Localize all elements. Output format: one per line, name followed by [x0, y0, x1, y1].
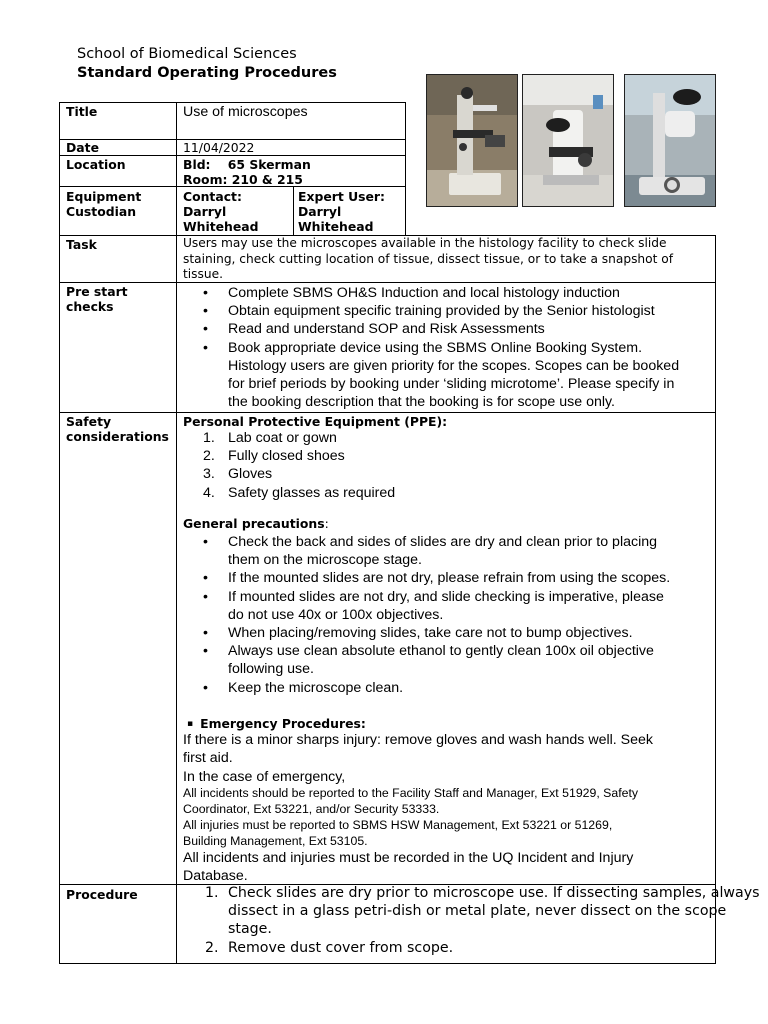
list-item: 2. Fully closed shoes [203, 448, 345, 465]
emergency-heading: ▪ Emergency Procedures: [187, 716, 366, 731]
list-item: • Obtain equipment specific training provided by the Senior histologist [203, 303, 655, 320]
pre-start-label-2: checks [66, 299, 114, 314]
bullet-icon: • [203, 285, 208, 301]
bullet-icon: • [203, 534, 208, 550]
task-description [183, 236, 673, 283]
microscope-photo-1 [426, 74, 518, 207]
bullet-icon: • [203, 321, 208, 338]
task-line: Users may use the microscopes available in the histology facility to check slide [183, 236, 667, 250]
list-item: • Always use clean absolute ethanol to gently clean 100x oil objective following use. [203, 643, 654, 678]
pre-start-list [183, 284, 679, 411]
safety-label-1: Safety [66, 414, 112, 429]
title-value: Use of microscopes [183, 104, 308, 120]
list-item: 2. Remove dust cover from scope. [205, 939, 454, 956]
date-label: Date [66, 140, 99, 155]
contact-name-first: Darryl [183, 204, 227, 219]
equipment-custodian-label-2: Custodian [66, 204, 137, 219]
bullet-icon: • [203, 339, 208, 356]
emergency-instructions: If there is a minor sharps injury: remove gloves and wash hands well. Seek first aid. In the case of emergency, [183, 732, 653, 785]
title-label: Title [66, 104, 98, 119]
ppe-heading: Personal Protective Equipment (PPE): [183, 414, 448, 429]
contact-label: Contact: [183, 189, 242, 204]
list-item: 1. Check slides are dry prior to microscope use. If dissecting samples, always dissect in a glass petri-dish or metal plate, never dissect on the scope stage. [205, 885, 760, 938]
general-precautions-heading: General precautions: [183, 516, 329, 531]
location-room: Room: 210 & 215 [183, 172, 303, 187]
expert-user-label: Expert User: [298, 189, 385, 204]
expert-user-name-last: Whitehead [298, 219, 374, 234]
list-item: • Keep the microscope clean. [203, 679, 404, 696]
task-line: staining, check cutting location of tissue, dissect tissue, or to take a snapshot of [183, 251, 673, 266]
list-item: • Read and understand SOP and Risk Assessments [203, 321, 545, 338]
list-item: 4. Safety glasses as required [203, 484, 396, 501]
procedure-label: Procedure [66, 887, 138, 902]
square-bullet-icon: ▪ [187, 719, 194, 729]
list-item: • Check the back and sides of slides are dry and clean prior to placing them on the microscope stage. [203, 534, 658, 569]
bullet-icon: • [203, 303, 208, 320]
bullet-icon: • [203, 570, 208, 587]
ppe-list [183, 429, 395, 502]
list-item: • If the mounted slides are not dry, please refrain from using the scopes. [203, 570, 671, 587]
list-item: 1. Lab coat or gown [203, 430, 337, 446]
contact-name-last: Whitehead [183, 219, 259, 234]
pre-start-label-1: Pre start [66, 284, 128, 299]
list-item: • Book appropriate device using the SBMS Online Booking System. Histology users are given priority for the scopes. Scopes can be booked for brief periods by booking under ‘sliding microtome’. Please specify in the booking description that the booking is for scope use only. [203, 339, 680, 411]
bullet-icon: • [203, 625, 208, 642]
location-label: Location [66, 157, 126, 172]
school-name: School of Biomedical Sciences [77, 46, 297, 62]
bullet-icon: • [203, 643, 208, 660]
emergency-record-note: All incidents and injuries must be recorded in the UQ Incident and Injury Database. [183, 850, 634, 884]
list-item: • When placing/removing slides, take care not to bump objectives. [203, 625, 633, 642]
bullet-icon: • [203, 679, 208, 696]
list-item: 3. Gloves [203, 466, 273, 483]
precautions-list [183, 533, 670, 697]
procedure-list [183, 884, 768, 957]
stereo-microscope-photo [624, 74, 716, 207]
task-line: tissue. [183, 267, 223, 282]
emergency-reporting: All incidents should be reported to the Facility Staff and Manager, Ext 51929, Safety Coordinator, Ext 53221, and/or Security 53333. All injuries must be reported to SBMS HSW Management, Ext 53221 or 51269, Building Management, Ext 53105. [183, 786, 639, 848]
document-title: Standard Operating Procedures [77, 65, 337, 81]
safety-label-2: considerations [66, 429, 169, 444]
microscope-photo-2 [522, 74, 614, 207]
list-item: • If mounted slides are not dry, and slide checking is imperative, please do not use 40x or 100x objectives. [203, 588, 664, 623]
date-value: 11/04/2022 [183, 140, 255, 155]
location-building: Bld: 65 Skerman [183, 157, 311, 172]
bullet-icon: • [203, 588, 208, 605]
list-item: • Complete SBMS OH&S Induction and local histology induction [203, 285, 620, 301]
expert-user-name-first: Darryl [298, 204, 342, 219]
task-label: Task [66, 237, 97, 252]
equipment-custodian-label-1: Equipment [66, 189, 142, 204]
